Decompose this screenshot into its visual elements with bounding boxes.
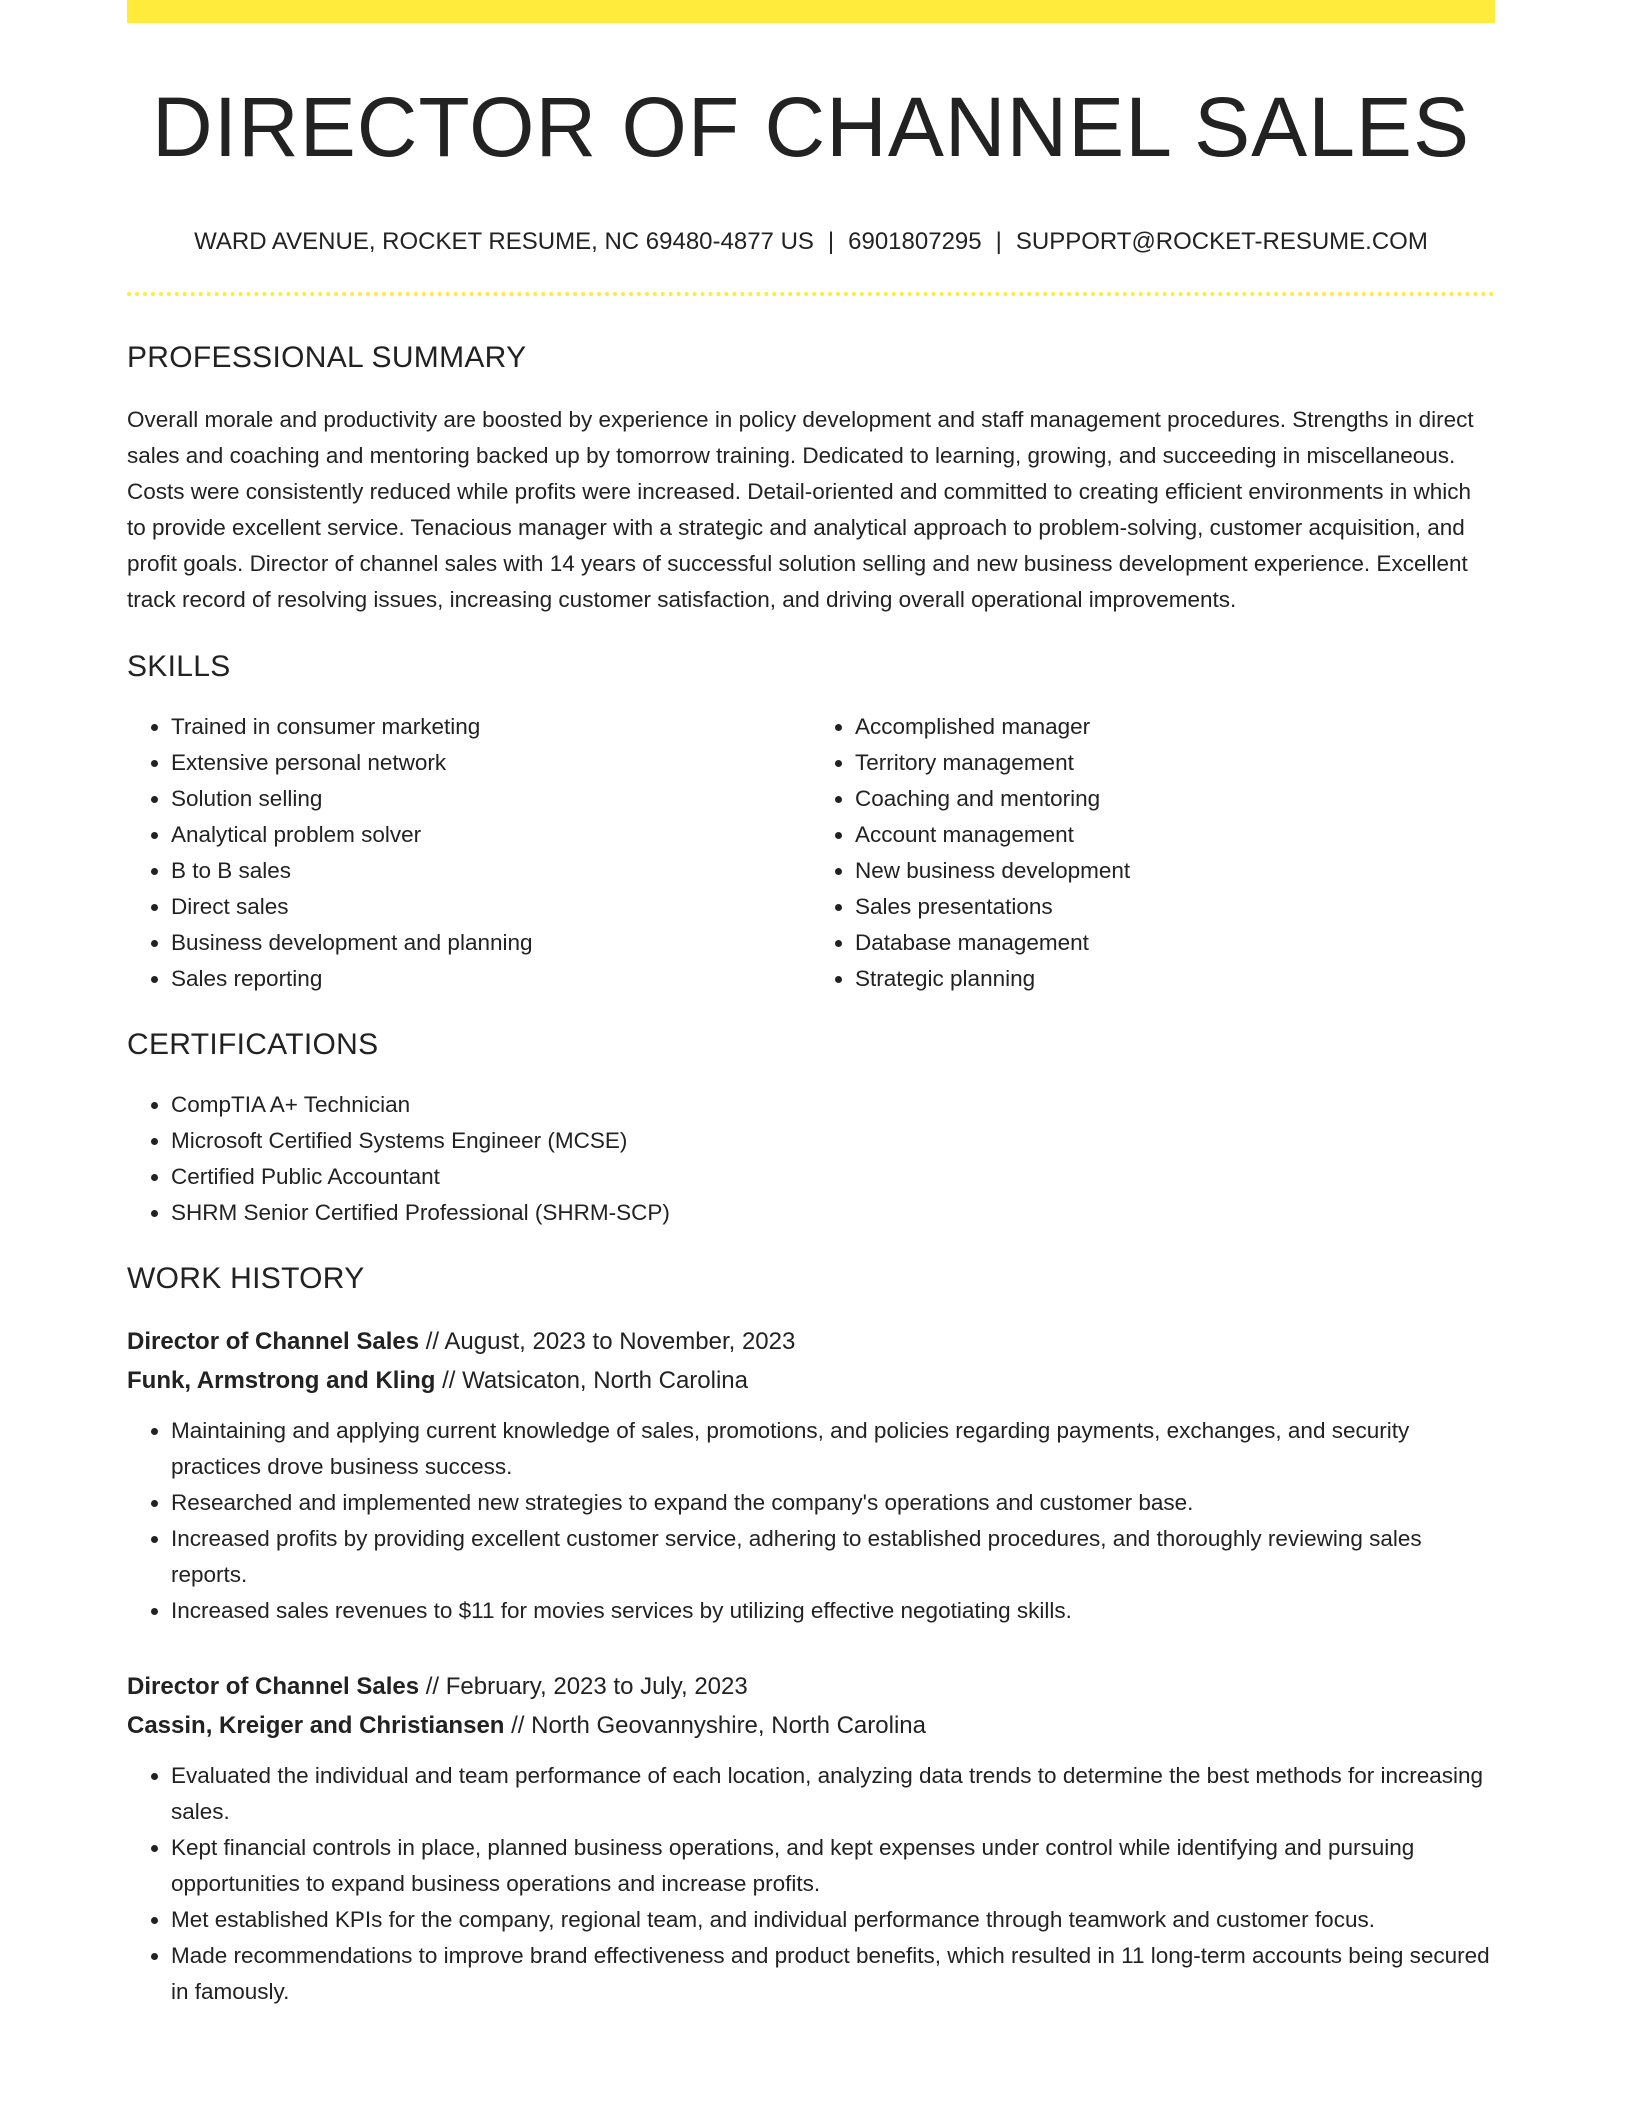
contact-phone: 6901807295 <box>848 228 982 255</box>
resume-title: DIRECTOR OF CHANNEL SALES <box>152 80 1470 174</box>
job-bullet: • Increased profits by providing excellent customer service, adhering to established procedures, and thoroughly reviewing sales reports. <box>171 1521 1495 1593</box>
job-company-line <box>127 1361 1495 1400</box>
job-role-line <box>127 1667 1495 1706</box>
accent-top-bar <box>127 0 1495 23</box>
job-role-line <box>127 1322 1495 1361</box>
job-location: // North Geovannyshire, North Carolina <box>504 1712 926 1739</box>
contact-address: WARD AVENUE, ROCKET RESUME, NC 69480-4877 US <box>194 228 814 255</box>
work-history-heading: WORK HISTORY <box>127 1262 365 1295</box>
skill-item: • Business development and planning <box>171 925 811 961</box>
job-bullet: • Made recommendations to improve brand effectiveness and product benefits, which resulted in 11 long-term accounts being secured in famously. <box>171 1938 1495 2010</box>
skill-item: • Territory management <box>855 745 1495 781</box>
skill-item: • Account management <box>855 817 1495 853</box>
job-bullets <box>127 1413 1495 1629</box>
certifications-list <box>127 1087 1495 1231</box>
job-location: // Watsicaton, North Carolina <box>435 1367 748 1394</box>
skill-item: • Accomplished manager <box>855 709 1495 745</box>
skill-item: • Database management <box>855 925 1495 961</box>
dotted-divider <box>127 292 1495 296</box>
contact-separator: | <box>827 228 835 255</box>
job-bullet: • Maintaining and applying current knowledge of sales, promotions, and policies regarding payments, exchanges, and security practices drove business success. <box>171 1413 1495 1485</box>
job-dates: // February, 2023 to July, 2023 <box>419 1673 748 1700</box>
skill-item: • Sales reporting <box>171 961 811 997</box>
certification-item: • Microsoft Certified Systems Engineer (MCSE) <box>171 1123 1495 1159</box>
skill-item: • Solution selling <box>171 781 811 817</box>
job-bullet: • Researched and implemented new strategies to expand the company's operations and customer base. <box>171 1485 1495 1521</box>
job-bullets <box>127 1758 1495 2010</box>
job-company: Cassin, Kreiger and Christiansen <box>127 1712 505 1739</box>
skill-item: • New business development <box>855 853 1495 889</box>
job-role: Director of Channel Sales <box>127 1673 420 1700</box>
job-entry <box>127 1322 1495 1629</box>
job-company-line <box>127 1706 1495 1745</box>
contact-separator: | <box>995 228 1002 255</box>
job-entry <box>127 1667 1495 2010</box>
skills-heading: SKILLS <box>127 650 231 683</box>
job-company: Funk, Armstrong and Kling <box>127 1367 436 1394</box>
skill-item: • Analytical problem solver <box>171 817 811 853</box>
certification-item: • SHRM Senior Certified Professional (SHRM-SCP) <box>171 1195 1495 1231</box>
resume-page <box>127 0 1495 2010</box>
skill-item: • Strategic planning <box>855 961 1495 997</box>
contact-line <box>127 230 1495 254</box>
skills-columns <box>127 709 1495 997</box>
certifications-heading: CERTIFICATIONS <box>127 1028 379 1061</box>
job-bullet: • Met established KPIs for the company, regional team, and individual performance through teamwork and customer focus. <box>171 1902 1495 1938</box>
skill-item: • Sales presentations <box>855 889 1495 925</box>
skill-item: • Direct sales <box>171 889 811 925</box>
skill-item: • Trained in consumer marketing <box>171 709 811 745</box>
job-bullet: • Increased sales revenues to $11 for movies services by utilizing effective negotiating skills. <box>171 1593 1495 1629</box>
job-bullet: • Kept financial controls in place, planned business operations, and kept expenses under control while identifying and pursuing opportunities to expand business operations and increase profits. <box>171 1830 1495 1902</box>
job-dates: // August, 2023 to November, 2023 <box>419 1328 796 1355</box>
skill-item: • Coaching and mentoring <box>855 781 1495 817</box>
job-bullet: • Evaluated the individual and team performance of each location, analyzing data trends to determine the best methods for increasing sales. <box>171 1758 1495 1830</box>
skill-item: • B to B sales <box>171 853 811 889</box>
certification-item: • Certified Public Accountant <box>171 1159 1495 1195</box>
job-role: Director of Channel Sales <box>127 1328 420 1355</box>
contact-email: SUPPORT@ROCKET-RESUME.COM <box>1015 228 1428 255</box>
certification-item: • CompTIA A+ Technician <box>171 1087 1495 1123</box>
skills-list-left <box>127 709 811 997</box>
summary-heading: PROFESSIONAL SUMMARY <box>127 341 527 374</box>
skills-list-right <box>811 709 1495 997</box>
skill-item: • Extensive personal network <box>171 745 811 781</box>
summary-text: Overall morale and productivity are boosted by experience in policy development and staff management procedures. Strengths in direct sales and coaching and mentoring backed up by tomorrow training. Dedicated to learning, growing, and succeeding in miscellaneous. Costs were consistently reduced while profits were increased. Detail-oriented and committed to creating efficient environments in which to provide excellent service. Tenacious manager with a strategic and analytical approach to problem-solving, customer acquisition, and profit goals. Director of channel sales with 14 years of successful solution selling and new business development experience. Excellent track record of resolving issues, increasing customer satisfaction, and driving overall operational improvements. <box>127 407 1474 612</box>
